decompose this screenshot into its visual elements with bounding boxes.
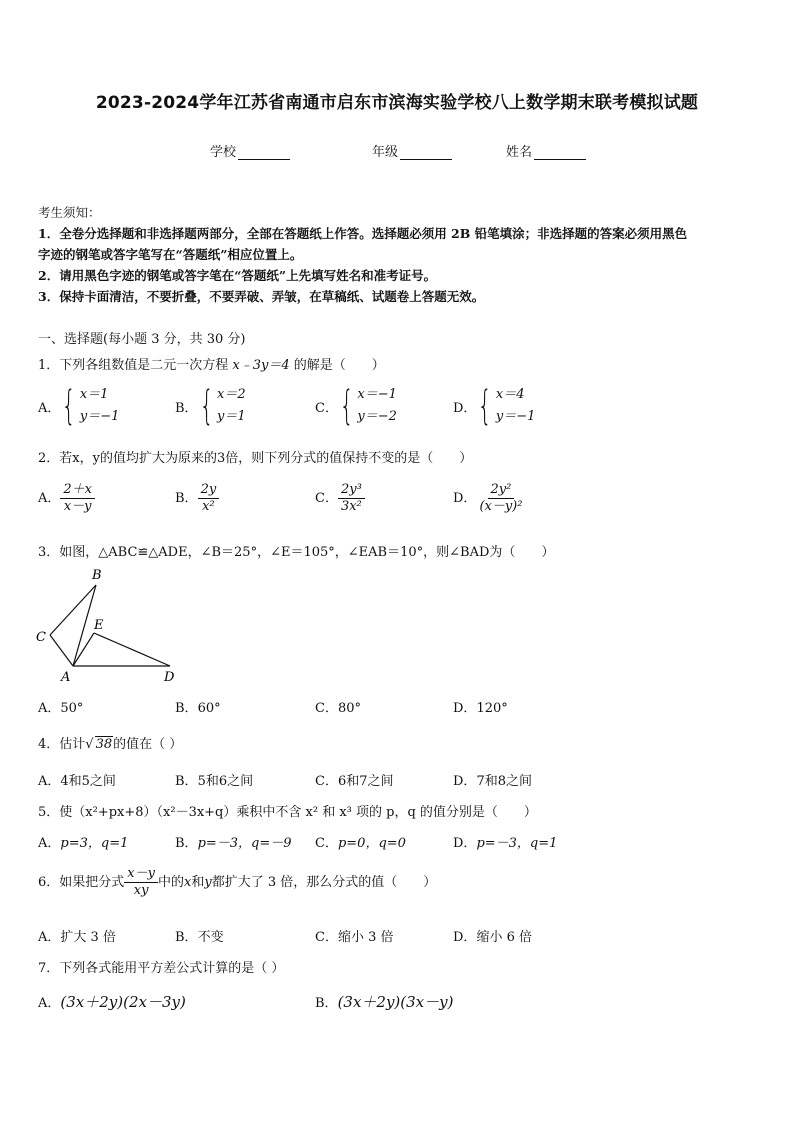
- option-letter: D．: [453, 930, 477, 945]
- q5-option-b[interactable]: [175, 832, 292, 851]
- label-c: C: [36, 630, 46, 645]
- numerator: 2＋x: [60, 482, 95, 499]
- option-text: 120°: [476, 701, 508, 716]
- option-letter: A．: [38, 836, 61, 851]
- q2-option-d[interactable]: [453, 482, 525, 515]
- option-letter: B．: [175, 701, 198, 716]
- option-text: 50°: [60, 701, 84, 716]
- question-1-text-b: 的解是（ ）: [289, 358, 385, 373]
- sys-row: y＝−1: [79, 409, 120, 424]
- question-6-stem: [38, 866, 436, 899]
- q5-option-d[interactable]: [453, 832, 557, 851]
- question-4-text-a: 4．估计: [38, 737, 86, 752]
- brace-icon: {: [478, 383, 493, 429]
- q7-option-b[interactable]: [315, 991, 453, 1012]
- question-4-stem: [38, 733, 182, 752]
- option-text: 80°: [337, 701, 361, 716]
- note-3: 3．保持卡面清洁，不要折叠，不要弄破、弄皱，在草稿纸、试题卷上答题无效。: [38, 289, 485, 304]
- option-letter: A．: [38, 774, 61, 789]
- question-3-stem: 3．如图，△ABC≌△ADE，∠B＝25°，∠E＝105°，∠EAB＝10°，则∠BAD为（ ）: [38, 545, 555, 560]
- radicand: 38: [95, 737, 113, 752]
- var-x: x: [183, 875, 192, 890]
- q4-option-b[interactable]: [175, 770, 253, 789]
- q1-option-a[interactable]: [38, 384, 119, 428]
- q6-option-b[interactable]: [175, 926, 224, 945]
- option-letter: C．: [315, 774, 338, 789]
- q3-option-c[interactable]: [315, 697, 361, 716]
- denominator: 3x²: [340, 499, 362, 514]
- option-text: p=3，q=1: [60, 836, 129, 851]
- option-letter: B．: [175, 836, 198, 851]
- sys-row: x＝1: [79, 387, 109, 402]
- question-2-stem: 2．若x，y的值均扩大为原来的3倍，则下列分式的值保持不变的是（ ）: [38, 451, 473, 466]
- segment-ae: [73, 633, 94, 666]
- option-letter: D．: [453, 491, 477, 506]
- q4-option-d[interactable]: [453, 770, 532, 789]
- option-text: 5和6之间: [197, 774, 254, 789]
- fraction: [476, 482, 525, 515]
- option-text: (3x＋2y)(2x－3y): [60, 993, 186, 1011]
- option-letter: A．: [38, 400, 61, 416]
- fraction: [338, 482, 365, 515]
- option-letter: D．: [453, 701, 477, 716]
- label-d: D: [164, 670, 175, 685]
- option-text: p=0，q=0: [337, 836, 406, 851]
- grade-field: [372, 141, 452, 160]
- name-blank: [534, 147, 586, 160]
- section-heading: 一、选择题(每小题 3 分，共 30 分): [38, 332, 246, 347]
- q7-option-a[interactable]: [38, 991, 186, 1012]
- school-blank: [238, 147, 290, 160]
- q1-option-c[interactable]: [315, 384, 397, 428]
- q3-option-a[interactable]: [38, 697, 83, 716]
- page-title: 2023-2024学年江苏省南通市启东市滨海实验学校八上数学期末联考模拟试题: [95, 93, 699, 113]
- question-6-text-c: 都扩大了 3 倍，那么分式的值（ ）: [211, 875, 437, 890]
- q2-option-b[interactable]: [175, 482, 219, 515]
- option-text: 7和8之间: [476, 774, 532, 789]
- numerator: 2y³: [338, 482, 365, 499]
- option-text: 缩小 6 倍: [476, 930, 532, 945]
- option-letter: A．: [38, 701, 61, 716]
- option-letter: C．: [315, 491, 338, 506]
- option-letter: C．: [315, 400, 338, 416]
- option-letter: A．: [38, 930, 61, 945]
- numerator: 2y²: [488, 482, 515, 499]
- fraction: [124, 866, 158, 899]
- q4-option-c[interactable]: [315, 770, 394, 789]
- denominator: (x－y)²: [479, 499, 523, 514]
- q6-option-d[interactable]: [453, 926, 532, 945]
- notes-heading: 考生须知：: [38, 205, 101, 220]
- name-label: 姓名: [506, 145, 533, 160]
- option-letter: A．: [38, 996, 61, 1011]
- question-6-text-a: 6．如果把分式: [38, 875, 125, 890]
- option-text: p=－3，q=1: [476, 836, 558, 851]
- q1-option-b[interactable]: [175, 384, 246, 428]
- option-letter: C．: [315, 701, 338, 716]
- denominator: xy: [133, 883, 149, 898]
- note-1b: 字迹的钢笔或答字笔写在“答题纸”相应位置上。: [38, 247, 303, 262]
- question-6-text-b: 中的: [157, 875, 184, 890]
- numerator: x－y: [124, 866, 158, 883]
- option-letter: B．: [315, 996, 338, 1011]
- question-6-and: 和: [191, 875, 205, 890]
- option-letter: B．: [175, 491, 198, 506]
- triangle-figure: [30, 565, 190, 687]
- segment-ac: [50, 635, 73, 666]
- option-text: 扩大 3 倍: [60, 930, 116, 945]
- q3-option-b[interactable]: [175, 697, 221, 716]
- option-letter: B．: [175, 774, 198, 789]
- segment-ed: [94, 633, 170, 666]
- q2-option-a[interactable]: [38, 482, 95, 515]
- question-5-stem: 5．使（x²+px+8）（x²－3x+q）乘积中不含 x² 和 x³ 项的 p，q 的值分别是（ ）: [38, 805, 537, 820]
- question-1-text-a: 1．下列各组数值是二元一次方程: [38, 358, 233, 373]
- q6-option-c[interactable]: [315, 926, 394, 945]
- name-field: [506, 141, 586, 160]
- option-letter: D．: [453, 774, 477, 789]
- denominator: x－y: [63, 499, 92, 514]
- fraction: [60, 482, 95, 515]
- sys-row: x＝−1: [357, 387, 397, 402]
- numerator: 2y: [198, 482, 220, 499]
- school-field: [210, 141, 290, 160]
- option-text: 缩小 3 倍: [337, 930, 394, 945]
- option-text: (3x＋2y)(3x－y): [337, 993, 454, 1011]
- sys-row: x＝2: [217, 387, 246, 402]
- question-1-equation: x﹣3y＝4: [232, 358, 290, 373]
- q5-option-a[interactable]: [38, 832, 128, 851]
- label-e: E: [94, 618, 104, 633]
- label-a: A: [61, 670, 71, 685]
- label-b: B: [92, 568, 102, 583]
- sys-row: y＝−2: [357, 409, 397, 424]
- option-letter: B．: [175, 400, 198, 416]
- brace-icon: {: [339, 383, 354, 429]
- option-letter: C．: [315, 836, 338, 851]
- sqrt-sign-icon: √: [85, 737, 94, 752]
- q6-option-a[interactable]: [38, 926, 116, 945]
- brace-icon: {: [199, 383, 214, 429]
- q5-option-c[interactable]: [315, 832, 406, 851]
- option-letter: B．: [175, 930, 198, 945]
- option-text: p=－3，q=－9: [197, 836, 292, 851]
- option-text: 4和5之间: [60, 774, 116, 789]
- option-text: 不变: [197, 930, 224, 945]
- option-letter: A．: [38, 491, 61, 506]
- q2-option-c[interactable]: [315, 482, 365, 515]
- brace-icon: {: [62, 383, 77, 429]
- note-2: 2．请用黑色字迹的钢笔或答字笔在“答题纸”上先填写姓名和准考证号。: [38, 268, 437, 283]
- sys-row: y＝−1: [495, 409, 536, 424]
- sys-row: x＝4: [495, 387, 525, 402]
- q1-option-d[interactable]: [453, 384, 535, 428]
- option-text: 6和7之间: [337, 774, 394, 789]
- grade-label: 年级: [372, 145, 399, 160]
- q3-option-d[interactable]: [453, 697, 508, 716]
- denominator: x²: [202, 499, 215, 514]
- question-4-text-b: 的值在（ ）: [113, 737, 183, 752]
- option-text: 60°: [197, 701, 221, 716]
- question-7-stem: 7．下列各式能用平方差公式计算的是（ ）: [38, 961, 285, 976]
- option-letter: D．: [453, 836, 477, 851]
- option-letter: D．: [453, 400, 477, 416]
- fraction: [198, 482, 220, 515]
- grade-blank: [400, 147, 452, 160]
- note-1a: 1．全卷分选择题和非选择题两部分，全部在答题纸上作答。选择题必须用 2B 铅笔填涂；非选择题的答案必须用黑色: [38, 226, 688, 241]
- sys-row: y＝1: [217, 409, 246, 424]
- var-y: y: [204, 875, 212, 890]
- school-label: 学校: [210, 145, 237, 160]
- question-1-stem: [38, 354, 385, 373]
- q4-option-a[interactable]: [38, 770, 116, 789]
- option-letter: C．: [315, 930, 338, 945]
